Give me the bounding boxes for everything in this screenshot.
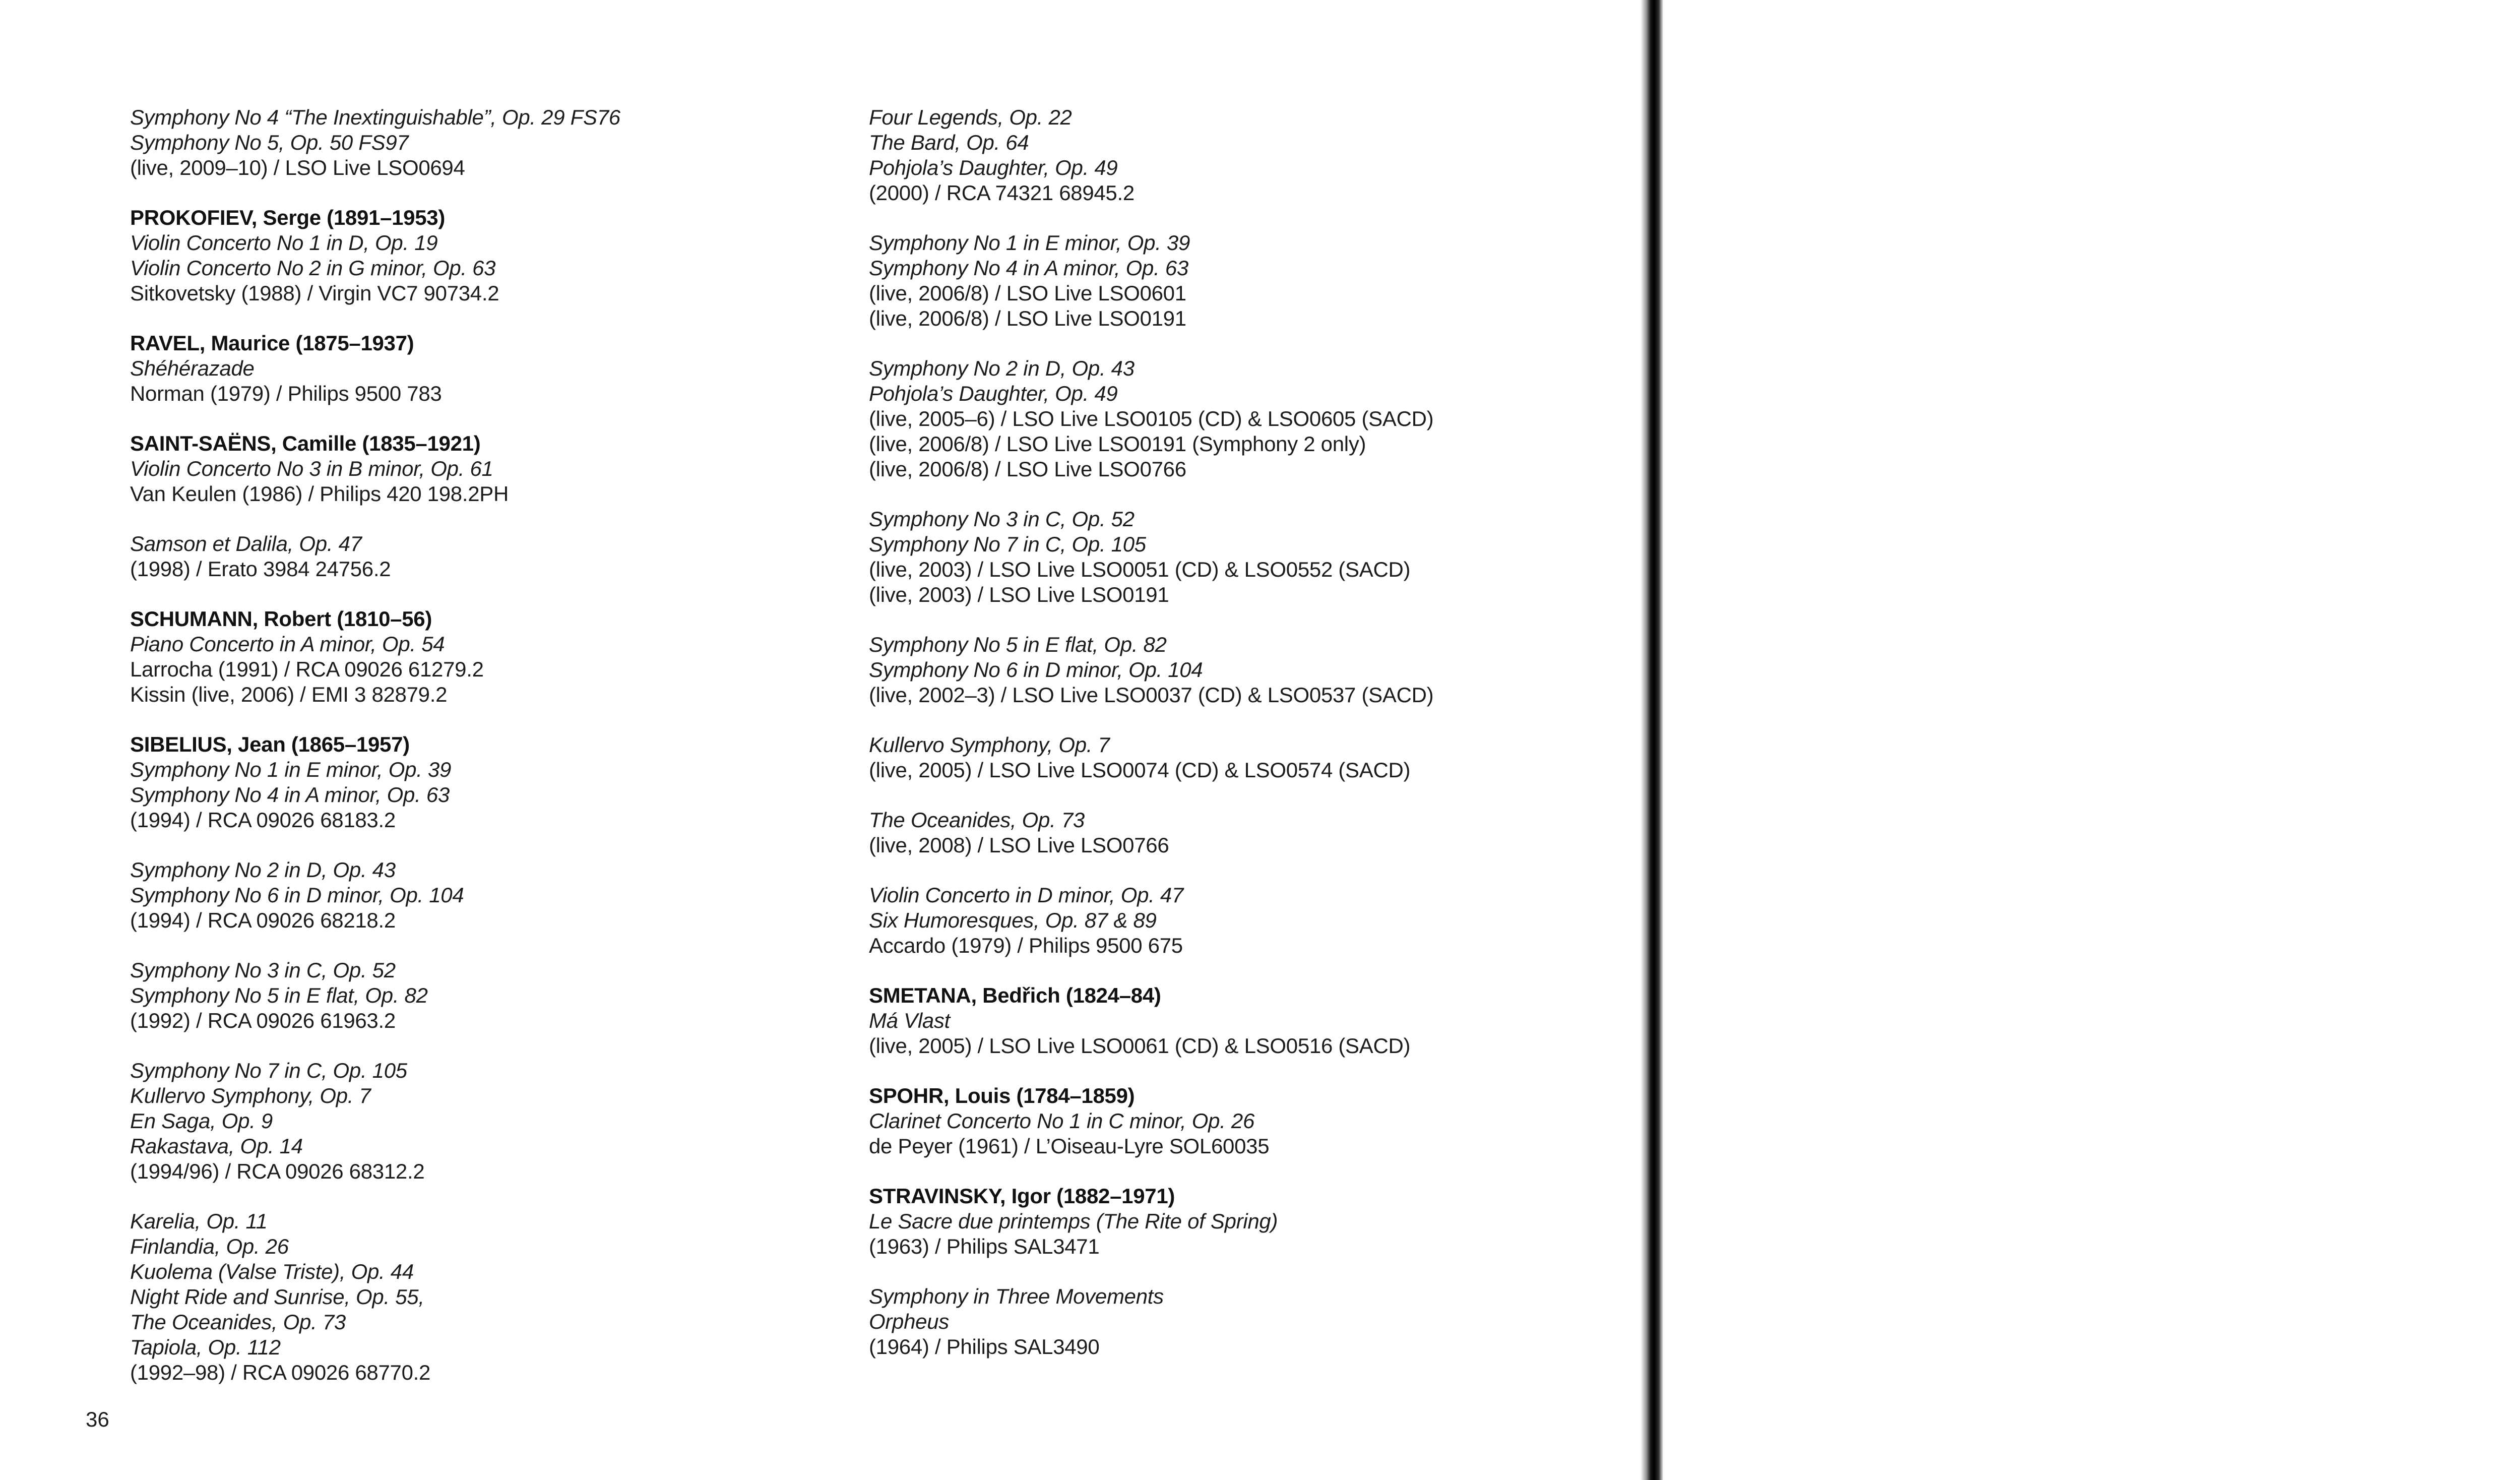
recording-details: (1992–98) / RCA 09026 68770.2 [130, 1361, 431, 1384]
discography-entry [869, 230, 1564, 331]
recording-details: (1963) / Philips SAL3471 [869, 1235, 1100, 1258]
recording-details: Van Keulen (1986) / Philips 420 198.2PH [130, 482, 509, 506]
discography-entry [869, 808, 1564, 858]
work-title: Shéhérazade [130, 356, 255, 380]
discography-entry [869, 632, 1564, 708]
discography-entry [869, 1184, 1564, 1259]
discography-entry [869, 983, 1564, 1059]
work-title: Symphony No 3 in C, Op. 52 [130, 958, 396, 982]
work-title: Symphony No 1 in E minor, Op. 39 [869, 231, 1190, 255]
work-title: Symphony in Three Movements [869, 1284, 1164, 1308]
recording-details: (live, 2006/8) / LSO Live LSO0191 [869, 306, 1186, 330]
recording-details: (2000) / RCA 74321 68945.2 [869, 181, 1135, 205]
work-title: Pohjola’s Daughter, Op. 49 [869, 382, 1118, 405]
work-title: Clarinet Concerto No 1 in C minor, Op. 26 [869, 1109, 1255, 1133]
discography-entry [869, 1083, 1564, 1159]
recording-details: (live, 2002–3) / LSO Live LSO0037 (CD) & LSO0537 (SACD) [869, 683, 1434, 707]
work-title: Violin Concerto in D minor, Op. 47 [869, 883, 1184, 907]
discography-entry [130, 331, 826, 406]
work-title: Night Ride and Sunrise, Op. 55, [130, 1285, 424, 1309]
work-title: Violin Concerto No 1 in D, Op. 19 [130, 231, 438, 255]
recording-details: de Peyer (1961) / L’Oiseau-Lyre SOL60035 [869, 1134, 1270, 1158]
recording-details: (1992) / RCA 09026 61963.2 [130, 1009, 396, 1032]
work-title: Finlandia, Op. 26 [130, 1235, 289, 1258]
discography-entry [869, 732, 1564, 783]
work-title: Violin Concerto No 2 in G minor, Op. 63 [130, 256, 496, 280]
work-title: Karelia, Op. 11 [130, 1209, 268, 1233]
discography-entry [130, 732, 826, 833]
composer-heading: SCHUMANN, Robert (1810–56) [130, 607, 432, 631]
work-title: Kullervo Symphony, Op. 7 [869, 733, 1110, 757]
composer-heading: PROKOFIEV, Serge (1891–1953) [130, 206, 446, 229]
discography-entry [130, 531, 826, 582]
discography-entry [130, 1209, 826, 1385]
discography-entry [869, 105, 1564, 206]
work-title: Symphony No 7 in C, Op. 105 [869, 532, 1146, 556]
recording-details: (1994/96) / RCA 09026 68312.2 [130, 1159, 425, 1183]
recording-details: (live, 2006/8) / LSO Live LSO0766 [869, 457, 1186, 481]
recording-details: Norman (1979) / Philips 9500 783 [130, 382, 442, 405]
work-title: Violin Concerto No 3 in B minor, Op. 61 [130, 457, 493, 480]
work-title: The Oceanides, Op. 73 [869, 808, 1085, 832]
work-title: En Saga, Op. 9 [130, 1109, 273, 1133]
recording-details: Larrocha (1991) / RCA 09026 61279.2 [130, 657, 484, 681]
right-page [1663, 0, 2520, 1480]
discography-column-2 [869, 105, 1564, 1384]
work-title: Symphony No 5 in E flat, Op. 82 [130, 983, 428, 1007]
discography-entry [869, 356, 1564, 482]
discography-entry [869, 883, 1564, 958]
work-title: The Bard, Op. 64 [869, 131, 1029, 154]
work-title: Symphony No 6 in D minor, Op. 104 [130, 883, 464, 907]
recording-details: (live, 2005) / LSO Live LSO0074 (CD) & LSO0574 (SACD) [869, 758, 1411, 782]
work-title: Symphony No 1 in E minor, Op. 39 [130, 758, 452, 781]
work-title: Má Vlast [869, 1009, 950, 1032]
discography-entry [130, 1058, 826, 1184]
recording-details: (live, 2003) / LSO Live LSO0191 [869, 583, 1169, 606]
recording-details: Sitkovetsky (1988) / Virgin VC7 90734.2 [130, 281, 499, 305]
recording-details: (live, 2008) / LSO Live LSO0766 [869, 833, 1169, 857]
composer-heading: RAVEL, Maurice (1875–1937) [130, 331, 414, 355]
work-title: Tapiola, Op. 112 [130, 1335, 281, 1359]
recording-details: (live, 2005–6) / LSO Live LSO0105 (CD) & LSO0605 (SACD) [869, 407, 1434, 430]
work-title: The Oceanides, Op. 73 [130, 1310, 346, 1334]
work-title: Symphony No 2 in D, Op. 43 [869, 356, 1135, 380]
discography-column-1 [130, 105, 826, 1410]
discography-entry [130, 105, 826, 180]
work-title: Symphony No 5, Op. 50 FS97 [130, 131, 409, 154]
page-number-left: 36 [86, 1407, 109, 1431]
work-title: Symphony No 6 in D minor, Op. 104 [869, 658, 1203, 682]
work-title: Symphony No 5 in E flat, Op. 82 [869, 633, 1167, 656]
work-title: Symphony No 4 in A minor, Op. 63 [130, 783, 450, 807]
recording-details: (1994) / RCA 09026 68183.2 [130, 808, 396, 832]
work-title: Six Humoresques, Op. 87 & 89 [869, 908, 1157, 932]
discography-entry [130, 958, 826, 1033]
work-title: Symphony No 4 “The Inextinguishable”, Op. 29 FS76 [130, 105, 620, 129]
work-title: Le Sacre due printemps (The Rite of Spring) [869, 1209, 1278, 1233]
discography-entry [130, 606, 826, 707]
work-title: Four Legends, Op. 22 [869, 105, 1072, 129]
work-title: Symphony No 2 in D, Op. 43 [130, 858, 396, 882]
work-title: Symphony No 3 in C, Op. 52 [869, 507, 1135, 531]
discography-entry [130, 857, 826, 933]
book-gutter [1641, 0, 1663, 1480]
work-title: Piano Concerto in A minor, Op. 54 [130, 632, 445, 656]
discography-entry [130, 205, 826, 306]
discography-entry [130, 431, 826, 507]
work-title: Orpheus [869, 1310, 949, 1333]
composer-heading: SPOHR, Louis (1784–1859) [869, 1084, 1135, 1107]
discography-entry [869, 507, 1564, 607]
recording-details: (live, 2006/8) / LSO Live LSO0191 (Symphony 2 only) [869, 432, 1366, 456]
recording-details: (live, 2003) / LSO Live LSO0051 (CD) & LSO0552 (SACD) [869, 558, 1411, 581]
recording-details: Kissin (live, 2006) / EMI 3 82879.2 [130, 683, 448, 706]
composer-heading: SIBELIUS, Jean (1865–1957) [130, 732, 410, 756]
composer-heading: STRAVINSKY, Igor (1882–1971) [869, 1184, 1175, 1208]
composer-heading: SMETANA, Bedřich (1824–84) [869, 983, 1161, 1007]
recording-details: (1964) / Philips SAL3490 [869, 1335, 1100, 1359]
recording-details: (live, 2009–10) / LSO Live LSO0694 [130, 156, 465, 179]
work-title: Kullervo Symphony, Op. 7 [130, 1084, 371, 1107]
work-title: Rakastava, Op. 14 [130, 1134, 303, 1158]
work-title: Symphony No 4 in A minor, Op. 63 [869, 256, 1188, 280]
recording-details: (live, 2006/8) / LSO Live LSO0601 [869, 281, 1186, 305]
recording-details: (1998) / Erato 3984 24756.2 [130, 557, 391, 581]
recording-details: (live, 2005) / LSO Live LSO0061 (CD) & LSO0516 (SACD) [869, 1034, 1411, 1058]
composer-heading: SAINT-SAËNS, Camille (1835–1921) [130, 431, 481, 455]
work-title: Samson et Dalila, Op. 47 [130, 532, 362, 556]
work-title: Symphony No 7 in C, Op. 105 [130, 1059, 407, 1082]
work-title: Kuolema (Valse Triste), Op. 44 [130, 1260, 414, 1283]
discography-entry [869, 1284, 1564, 1360]
recording-details: (1994) / RCA 09026 68218.2 [130, 908, 396, 932]
recording-details: Accardo (1979) / Philips 9500 675 [869, 934, 1183, 957]
work-title: Pohjola’s Daughter, Op. 49 [869, 156, 1118, 179]
